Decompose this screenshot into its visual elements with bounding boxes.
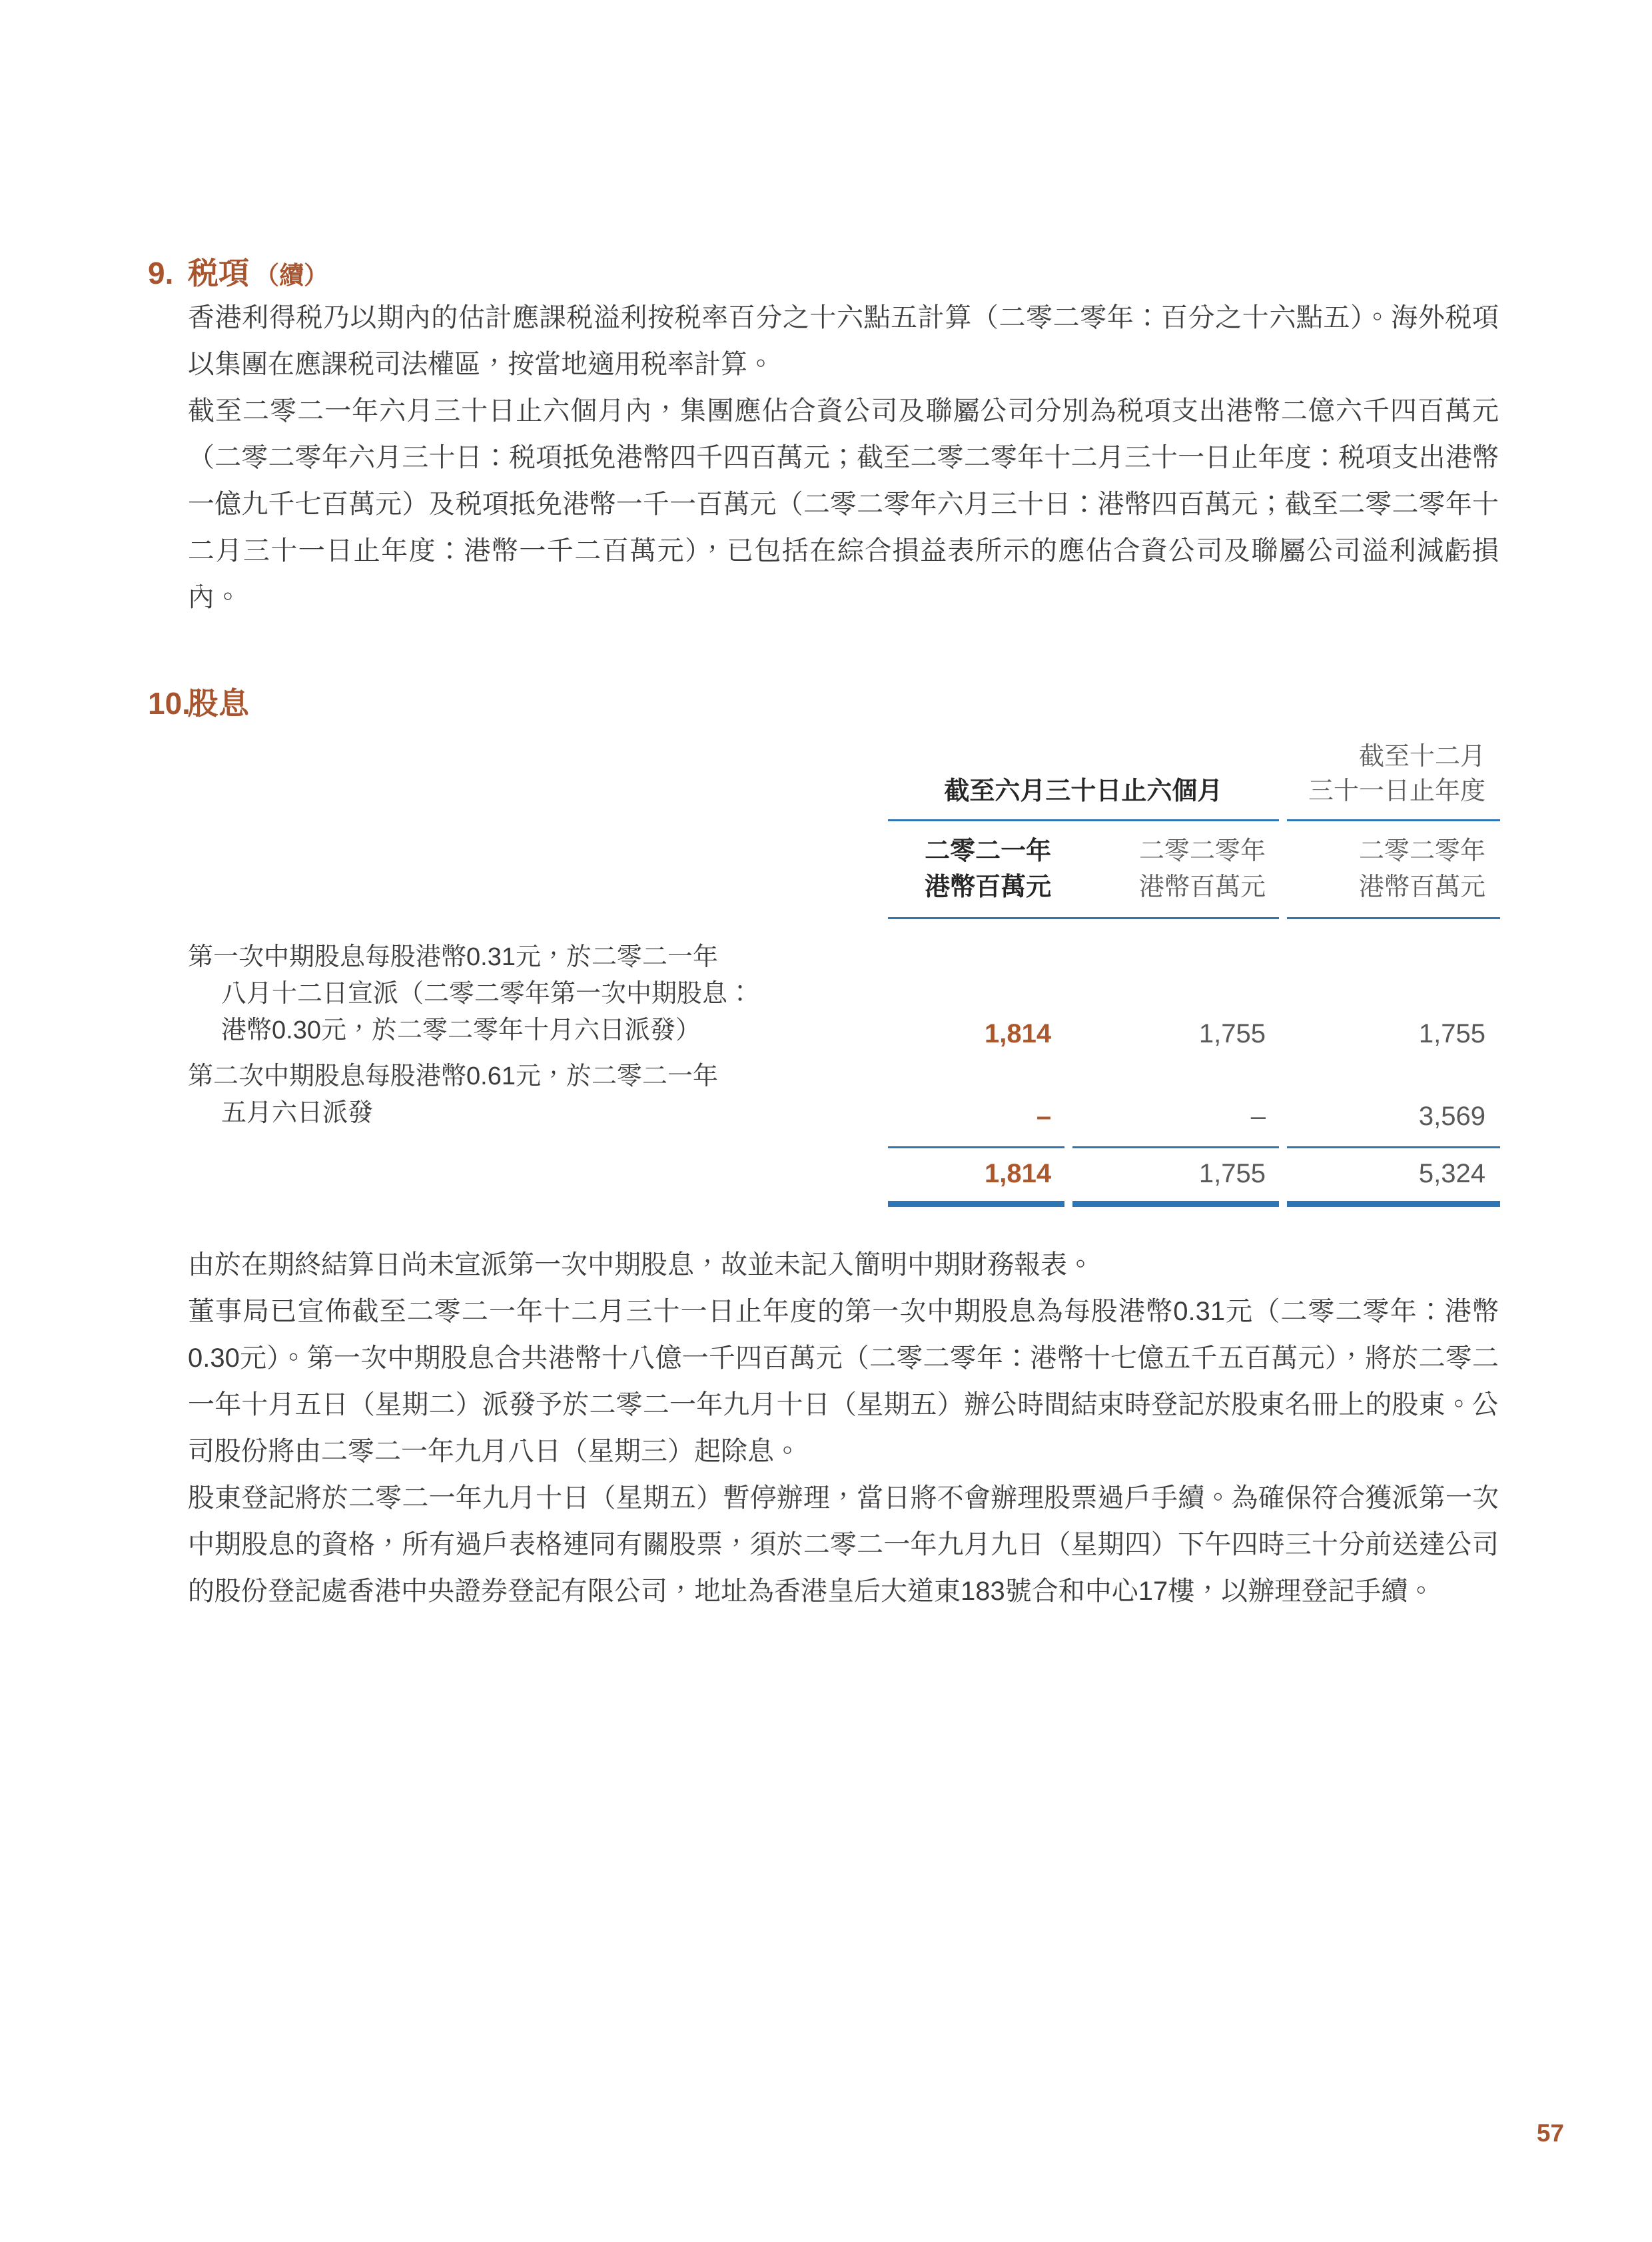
section-9-body (188, 294, 1499, 621)
first-interim-dividend-2020-interim-value: 1,755 (1198, 1019, 1266, 1048)
first-interim-dividend-2021-value: 1,814 (985, 1019, 1052, 1048)
section-9-paragraph-1: 香港利得税乃以期內的估計應課税溢利按税率百分之十六點五計算（二零二零年：百分之十六點五）。海外税項以集團在應課税司法權區，按當地適用税率計算。 (188, 303, 1499, 379)
column-header-2021-unit: 港幣百萬元 (925, 873, 1052, 901)
section-10-heading (148, 685, 1499, 722)
column-header-2020-interim (1072, 821, 1279, 917)
section-9-number: 9. (148, 256, 174, 290)
dividends-table (180, 739, 1508, 1207)
column-header-2020-interim-year: 二零二零年 (1138, 837, 1266, 865)
section-9-heading (148, 254, 1499, 294)
table-total-row (188, 1148, 1500, 1201)
page-content (148, 254, 1499, 1615)
second-interim-dividend-2021-value: – (1036, 1102, 1052, 1131)
second-interim-dividend-label: 第二次中期股息每股港幣0.61元，於二零二一年 五月六日派發 (188, 1062, 718, 1127)
section-10-paragraph-3: 股東登記將於二零二一年九月十日（星期五）暫停辦理，當日將不會辦理股票過戶手續。為確保符合獲派第一次中期股息的資格，所有過戶表格連同有關股票，須於二零二一年九月九日（星期四）下午四時三十分前送達公司的股份登記處香港中央證券登記有限公司，地址為香港皇后大道東183號合和中心17樓，以辦理登記手續。 (188, 1483, 1499, 1606)
section-10-title: 股息 (188, 686, 249, 721)
page-number: 57 (1536, 2119, 1564, 2147)
section-10-paragraph-1: 由於在期終結算日尚未宣派第一次中期股息，故並未記入簡明中期財務報表。 (188, 1250, 1094, 1280)
column-header-2020-annual-year: 二零二零年 (1358, 837, 1485, 865)
column-group-header-year-ended-line2: 三十一日止年度 (1308, 777, 1485, 805)
total-2021-value: 1,814 (985, 1159, 1052, 1188)
section-9-title: 税項 (188, 256, 249, 290)
second-interim-dividend-2020-interim-value: – (1250, 1102, 1266, 1131)
section-10-paragraph-2: 董事局已宣佈截至二零二一年十二月三十一日止年度的第一次中期股息為每股港幣0.31元（二零二零年：港幣0.30元）。第一次中期股息合共港幣十八億一千四百萬元（二零二零年：港幣十七億五千五百萬元），將於二零二一年十月五日（星期二）派發予於二零二一年九月十日（星期五）辦公時間結束時登記於股東名冊上的股東。公司股份將由二零二一年九月八日（星期三）起除息。 (188, 1297, 1499, 1466)
first-interim-dividend-2020-annual-value: 1,755 (1418, 1019, 1485, 1048)
section-10-number: 10. (148, 686, 191, 721)
table-subheader-row (188, 821, 1500, 917)
table-row (188, 1049, 1500, 1146)
column-header-2021 (888, 821, 1064, 917)
section-9-title-suffix: （續） (254, 262, 328, 289)
section-9-paragraph-2: 截至二零二一年六月三十日止六個月內，集團應佔合資公司及聯屬公司分別為税項支出港幣二億六千四百萬元（二零二零年六月三十日：税項抵免港幣四千四百萬元；截至二零二零年十二月三十一日止年度：税項支出港幣一億九千七百萬元）及税項抵免港幣一千一百萬元（二零二零年六月三十日：港幣四百萬元；截至二零二零年十二月三十一日止年度：港幣一千二百萬元），已包括在綜合損益表所示的應佔合資公司及聯屬公司溢利減虧損內。 (188, 396, 1499, 612)
second-interim-dividend-2020-annual-value: 3,569 (1418, 1102, 1485, 1131)
column-header-2020-annual (1287, 821, 1500, 917)
column-header-2020-interim-unit: 港幣百萬元 (1138, 873, 1266, 901)
total-2020-interim-value: 1,755 (1198, 1159, 1266, 1188)
column-group-header-year-ended-line1: 截至十二月 (1358, 743, 1485, 771)
section-10-body (188, 739, 1499, 1615)
table-group-header-row (188, 739, 1500, 821)
column-header-2021-year: 二零二一年 (925, 837, 1052, 865)
table-row (188, 919, 1500, 1049)
column-group-header-six-months: 截至六月三十日止六個月 (888, 739, 1279, 821)
column-group-header-year-ended (1287, 739, 1500, 821)
first-interim-dividend-label: 第一次中期股息每股港幣0.31元，於二零二一年 八月十二日宣派（二零二零年第一次中期股息： 港幣0.30元，於二零二零年十月六日派發） (188, 943, 753, 1044)
total-bottom-rule-row (188, 1201, 1500, 1207)
total-2020-annual-value: 5,324 (1418, 1159, 1485, 1188)
column-header-2020-annual-unit: 港幣百萬元 (1358, 873, 1485, 901)
